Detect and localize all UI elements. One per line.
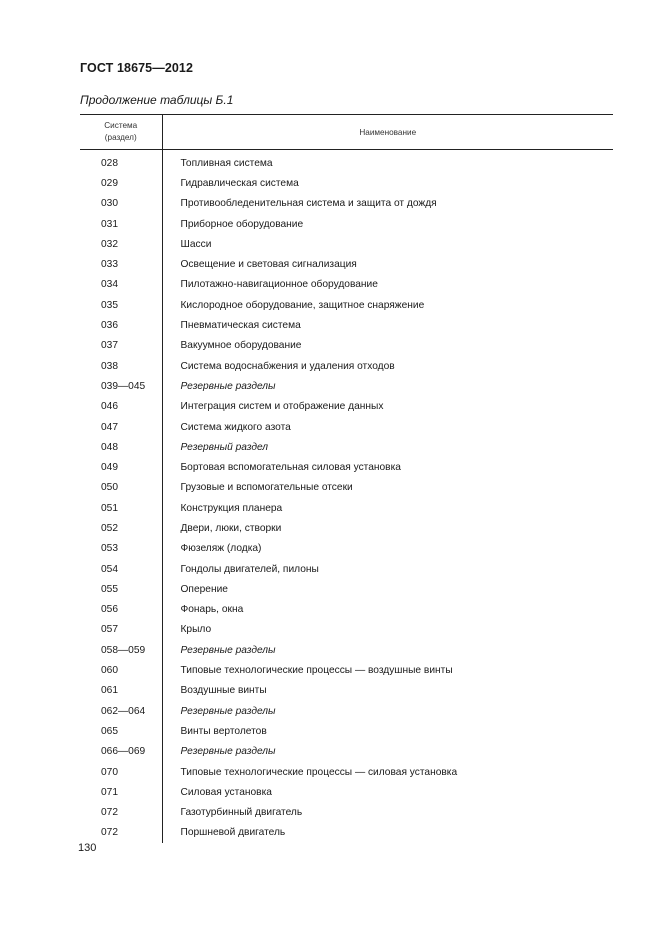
table-row <box>80 681 613 701</box>
table-row <box>80 782 613 802</box>
table-row <box>80 518 613 538</box>
cell-system-code: 054 <box>80 559 162 579</box>
cell-system-name: Интеграция систем и отображение данных <box>162 397 613 417</box>
table-row <box>80 173 613 193</box>
cell-system-code: 048 <box>80 437 162 457</box>
cell-system-name: Приборное оборудование <box>162 214 613 234</box>
cell-system-name: Типовые технологические процессы — силовая установка <box>162 762 613 782</box>
table-row <box>80 150 613 174</box>
table-row <box>80 660 613 680</box>
cell-system-name: Винты вертолетов <box>162 721 613 741</box>
cell-system-code: 055 <box>80 579 162 599</box>
table-row <box>80 600 613 620</box>
cell-system-name: Типовые технологические процессы — воздушные винты <box>162 660 613 680</box>
cell-system-name: Освещение и световая сигнализация <box>162 254 613 274</box>
table-row <box>80 721 613 741</box>
cell-system-code: 053 <box>80 539 162 559</box>
cell-system-name: Двери, люки, створки <box>162 518 613 538</box>
cell-system-code: 035 <box>80 295 162 315</box>
cell-system-name: Конструкция планера <box>162 498 613 518</box>
cell-system-code: 058—059 <box>80 640 162 660</box>
cell-system-code: 052 <box>80 518 162 538</box>
cell-system-code: 037 <box>80 336 162 356</box>
page-number: 130 <box>78 842 97 854</box>
cell-system-name: Газотурбинный двигатель <box>162 803 613 823</box>
cell-system-code: 032 <box>80 234 162 254</box>
table-row <box>80 376 613 396</box>
table-row <box>80 498 613 518</box>
cell-system-name: Резервный раздел <box>162 437 613 457</box>
cell-system-name: Вакуумное оборудование <box>162 336 613 356</box>
table-row <box>80 214 613 234</box>
cell-system-code: 039—045 <box>80 376 162 396</box>
cell-system-name: Поршневой двигатель <box>162 823 613 843</box>
table-row <box>80 762 613 782</box>
table-row <box>80 275 613 295</box>
table-row <box>80 803 613 823</box>
cell-system-name: Кислородное оборудование, защитное снаряжение <box>162 295 613 315</box>
cell-system-name: Грузовые и вспомогательные отсеки <box>162 478 613 498</box>
cell-system-name: Крыло <box>162 620 613 640</box>
cell-system-name: Шасси <box>162 234 613 254</box>
table-row <box>80 559 613 579</box>
cell-system-code: 047 <box>80 417 162 437</box>
table-row <box>80 194 613 214</box>
cell-system-name: Система водоснабжения и удаления отходов <box>162 356 613 376</box>
cell-system-code: 066—069 <box>80 742 162 762</box>
column-header-code-line1: Система <box>104 121 138 130</box>
cell-system-code: 031 <box>80 214 162 234</box>
table-row <box>80 336 613 356</box>
cell-system-code: 070 <box>80 762 162 782</box>
cell-system-name: Противообледенительная система и защита от дождя <box>162 194 613 214</box>
cell-system-code: 028 <box>80 150 162 174</box>
table-row <box>80 315 613 335</box>
cell-system-code: 029 <box>80 173 162 193</box>
cell-system-code: 030 <box>80 194 162 214</box>
table-row <box>80 701 613 721</box>
column-header-code <box>80 115 162 150</box>
cell-system-name: Резервные разделы <box>162 640 613 660</box>
cell-system-code: 036 <box>80 315 162 335</box>
cell-system-code: 072 <box>80 823 162 843</box>
systems-table <box>80 114 613 843</box>
table-row <box>80 579 613 599</box>
cell-system-code: 057 <box>80 620 162 640</box>
cell-system-name: Фонарь, окна <box>162 600 613 620</box>
cell-system-name: Резервные разделы <box>162 742 613 762</box>
cell-system-code: 061 <box>80 681 162 701</box>
cell-system-code: 065 <box>80 721 162 741</box>
cell-system-code: 033 <box>80 254 162 274</box>
cell-system-name: Воздушные винты <box>162 681 613 701</box>
cell-system-code: 060 <box>80 660 162 680</box>
table-row <box>80 397 613 417</box>
cell-system-code: 051 <box>80 498 162 518</box>
cell-system-name: Пилотажно-навигационное оборудование <box>162 275 613 295</box>
table-row <box>80 640 613 660</box>
table-row <box>80 417 613 437</box>
cell-system-name: Силовая установка <box>162 782 613 802</box>
cell-system-name: Система жидкого азота <box>162 417 613 437</box>
table-row <box>80 254 613 274</box>
table-row <box>80 234 613 254</box>
document-header: ГОСТ 18675—2012 <box>80 61 194 75</box>
column-header-name: Наименование <box>162 115 613 150</box>
table-row <box>80 478 613 498</box>
table-row <box>80 457 613 477</box>
table-header-row <box>80 115 613 150</box>
cell-system-code: 072 <box>80 803 162 823</box>
cell-system-name: Резервные разделы <box>162 376 613 396</box>
cell-system-name: Резервные разделы <box>162 701 613 721</box>
cell-system-code: 062—064 <box>80 701 162 721</box>
table-body <box>80 150 613 844</box>
table-row <box>80 295 613 315</box>
cell-system-name: Оперение <box>162 579 613 599</box>
table-row <box>80 620 613 640</box>
table-caption: Продолжение таблицы Б.1 <box>80 93 234 107</box>
table-row <box>80 539 613 559</box>
table-row <box>80 823 613 843</box>
cell-system-name: Гондолы двигателей, пилоны <box>162 559 613 579</box>
table-row <box>80 356 613 376</box>
table-row <box>80 742 613 762</box>
cell-system-code: 056 <box>80 600 162 620</box>
cell-system-name: Пневматическая система <box>162 315 613 335</box>
cell-system-code: 049 <box>80 457 162 477</box>
cell-system-code: 038 <box>80 356 162 376</box>
cell-system-name: Топливная система <box>162 150 613 174</box>
cell-system-code: 046 <box>80 397 162 417</box>
cell-system-code: 034 <box>80 275 162 295</box>
cell-system-name: Гидравлическая система <box>162 173 613 193</box>
cell-system-code: 071 <box>80 782 162 802</box>
cell-system-name: Бортовая вспомогательная силовая установка <box>162 457 613 477</box>
cell-system-name: Фюзеляж (лодка) <box>162 539 613 559</box>
cell-system-code: 050 <box>80 478 162 498</box>
table-row <box>80 437 613 457</box>
column-header-code-line2: (раздел) <box>104 133 137 142</box>
